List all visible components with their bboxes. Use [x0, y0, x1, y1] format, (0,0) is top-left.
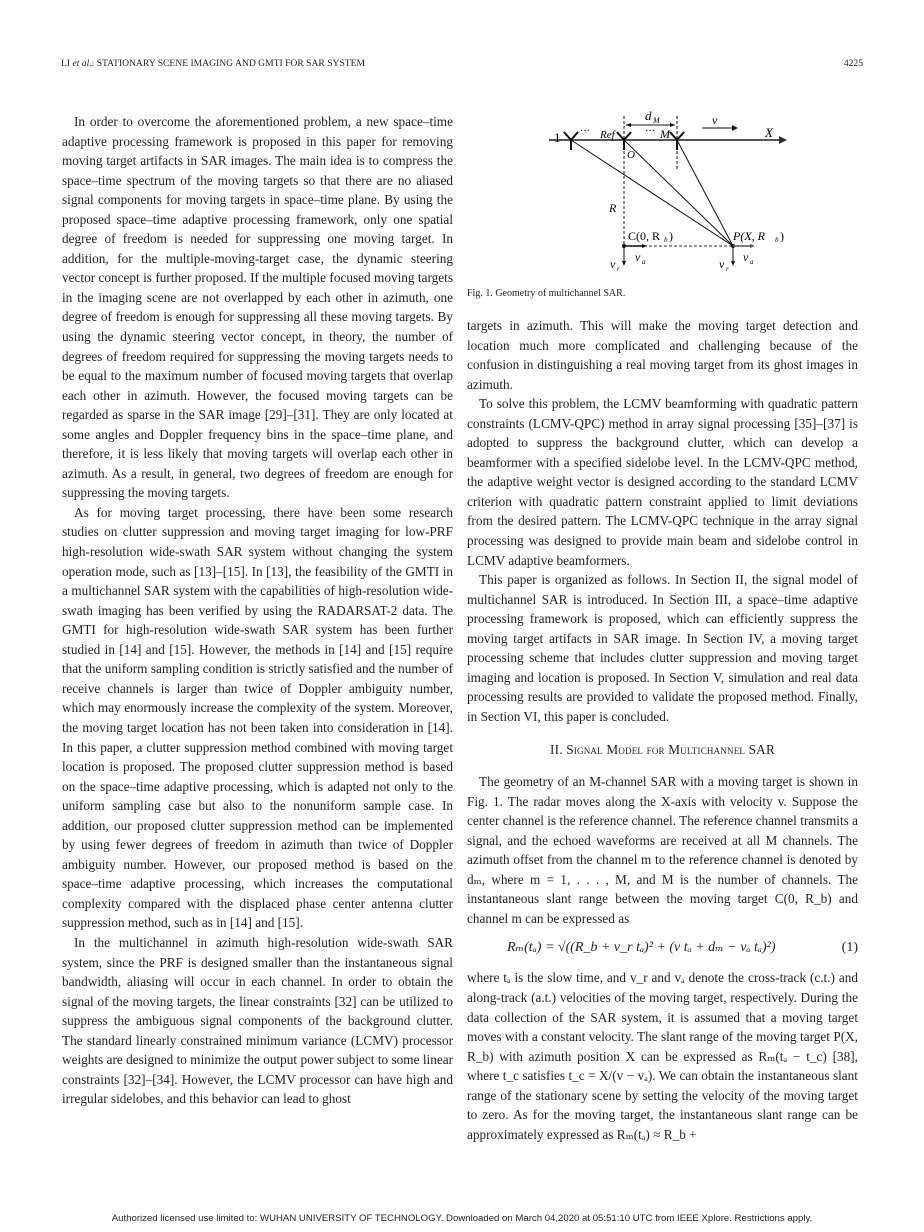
- label-va-sub: a: [642, 258, 646, 266]
- license-footer: Authorized licensed use limited to: WUHAN UNIVERSITY OF TECHNOLOGY. Downloaded on March 04,2020 at 05:51:10 UTC from IEEE Xplore. Restrictions apply.: [111, 1213, 813, 1224]
- figure-caption: Fig. 1. Geometry of multichannel SAR.: [467, 288, 626, 299]
- equation-body: Rₘ(tₐ) = √((R_b + v_r tₐ)² + (v tₐ + dₘ − vₐ tₐ)²): [507, 940, 776, 956]
- paragraph: As for moving target processing, there have been some research studies on clutter suppression and moving target imaging for low-PRF high-resolution wide-swath SAR system without changing the system operation mode, such as [13]–[15]. In [13], the feasibility of the GMTI in a multichannel SAR system with the capabilities of high-resolution wide-swath imaging has been verified by using the RADARSAT-2 data. The GMTI for high-resolution wide-swath SAR system has been further studied in [14] and [15]. However, the methods in [14] and [15] require that the uniform sampling condition is strictly satisfied and the number of receive channels is larger than twice of Doppler ambiguity number, which may enormously increase the complexity of the system. Moreover, the moving target location has not been taken into consideration in [14]. In this paper, a clutter suppression method combined with moving target location is proposed. The proposed clutter suppression method is based on the space–time adaptive processing, which is adapted not only to the uniform sampling case but also to the nonuniform sample case. In addition, our proposed clutter suppression method can be implemented by using fewer degrees of freedom in azimuth than twice of Doppler ambiguity number. However, our proposed method is based on the space–time adaptive processing, which increases the computational complexity compared with the displaced phase center antenna clutter suppression method, such as in [14] and [15].: [62, 504, 453, 931]
- label-point-c: C(0, R: [628, 229, 661, 243]
- equation-number: (1): [841, 940, 858, 956]
- left-column: [62, 112, 453, 1109]
- label-range: R: [609, 201, 617, 215]
- label-dots: ···: [645, 126, 655, 137]
- label-point-c-close: ): [669, 229, 673, 243]
- page-header: [61, 58, 863, 72]
- label-point-c-sub: b: [664, 236, 668, 244]
- label-vr: v: [719, 257, 725, 271]
- running-head-author: LI: [61, 58, 73, 69]
- paragraph: The geometry of an M-channel SAR with a moving target is shown in Fig. 1. The radar moves along the X-axis with velocity v. Suppose the center channel is the reference channel. The reference channel transmits a signal, and the echoed waveforms are received at all M channels. The azimuth offset from the channel m to the reference channel is denoted by dₘ, where m = 1, . . . , M, and M is the number of channels. The instantaneous slant range between the moving target C(0, R_b) and channel m can be expressed as: [467, 774, 858, 926]
- page-number: 4225: [843, 58, 863, 69]
- label-va-sub: a: [750, 258, 754, 266]
- figure-1: [467, 108, 858, 308]
- right-column: [467, 316, 858, 1144]
- label-dm-sub: M: [653, 116, 660, 125]
- paragraph: This paper is organized as follows. In Section II, the signal model of multichannel SAR is introduced. In Section III, a space–time adaptive processing framework is proposed, which can efficiently suppress the moving target artifacts in SAR image. In Section IV, a moving target processing scheme that includes clutter suppression and moving target imaging and location is proposed. In Section V, simulation and real data processing results are provided to validate the proposed method. Finally, in Section VI, this paper is concluded.: [467, 572, 858, 724]
- running-head-etal: et al.: [72, 58, 92, 69]
- label-dots: ···: [580, 126, 590, 137]
- equation-1: [467, 932, 858, 966]
- label-vr: v: [610, 257, 616, 271]
- label-channel-1: 1: [554, 130, 561, 145]
- label-channel-m: M: [660, 127, 670, 141]
- label-x-axis: X: [765, 125, 773, 140]
- paragraph: In order to overcome the aforementioned problem, a new space–time adaptive processing framework is proposed in this paper for removing moving target artifacts in SAR images. The main idea is to compress the space–time spectrum of the moving targets so that there are no aliased signal components for moving targets in space–time plane. By using the proposed space–time adaptive processing framework, only one spatial degree of freedom is needed for suppressing one moving target. In addition, for the multiple-moving-target case, the dynamic steering vector concept is further proposed. If the multiple focused moving targets in the imaging scene are not overlapped by each other in azimuth, one degree of freedom is enough for suppressing all these moving targets. By using the dynamic steering vector concept, in theory, the number of degrees of freedom required for suppressing the moving targets needs to be equal to the maximum number of focused moving targets that overlap each other in azimuth. However, the focused moving targets can be regarded as sparse in the SAR image [29]–[31]. They are only located at some angles and Doppler frequency bins in the space–time plane, and therefore, it is less likely that moving targets will overlap each other in azimuth. As a result, in general, two degrees of freedom are enough for suppressing the moving targets.: [62, 114, 453, 501]
- label-point-p-close: ): [780, 229, 784, 243]
- label-ref: Ref: [600, 129, 615, 141]
- label-origin: O: [627, 149, 635, 161]
- label-va: v: [743, 250, 749, 264]
- label-dm: d: [645, 108, 652, 123]
- label-velocity: v: [712, 113, 718, 127]
- running-head-title: : STATIONARY SCENE IMAGING AND GMTI FOR SAR SYSTEM: [91, 58, 366, 69]
- paragraph: targets in azimuth. This will make the moving target detection and location much more complicated and challenging because of the confusion in distinguishing a real moving target from its ghost images in azimuth.: [467, 318, 858, 392]
- label-va: v: [635, 250, 641, 264]
- running-head: [61, 58, 365, 69]
- label-point-p-sub: b: [775, 236, 779, 244]
- paragraph: where tₐ is the slow time, and v_r and vₐ denote the cross-track (c.t.) and along-track (a.t.) velocities of the moving target, respectively. During the data collection of the SAR system, it is assumed that a moving target moves with a constant velocity. The slant range of the moving target P(X, R_b) with azimuth position X can be expressed as Rₘ(tₐ − t_c) [38], where t_c satisfies t_c = X/(v − vₐ). We can obtain the instantaneous slant range of the stationary scene by setting the velocity of the moving target to zero. As for the moving target, the instantaneous slant range can be approximately expressed as Rₘ(tₐ) ≈ R_b +: [467, 970, 858, 1142]
- paragraph: In the multichannel in azimuth high-resolution wide-swath SAR system, since the PRF is designed smaller than the instantaneous signal bandwidth, aliasing will occur in each channel. In order to obtain the signal of the moving targets, the linear constraints [32] can be utilized to suppress the ambiguous signal components of the background clutter. The standard linearly constrained minimum variance (LCMV) processor weights are designed to minimize the output power subject to some linear constraints [32]–[34]. However, the LCMV processor can have high and irregular sidelobes, and this behavior can lead to ghost: [62, 934, 453, 1107]
- paragraph: To solve this problem, the LCMV beamforming with quadratic pattern constraints (LCMV-QPC) method in array signal processing [35]–[37] is adopted to suppress the background clutter, which can develop a beamformer with a specified sidelobe level. In the LCMV-QPC method, the adaptive weight vector is designed according to the standard LCMV criterion with quadratic pattern constraint applied to limit deviations from the desired pattern. The LCMV-QPC technique in the array signal processing was designed to provide main beam and sidelobe control in LCMV adaptive beamformers.: [467, 396, 858, 568]
- label-vr-sub: r: [726, 265, 729, 273]
- label-point-p: P(X, R: [733, 229, 765, 243]
- label-vr-sub: r: [617, 265, 620, 273]
- sar-geometry-diagram: [547, 108, 787, 278]
- section-heading: II. Signal Model for Multichannel SAR: [550, 742, 775, 758]
